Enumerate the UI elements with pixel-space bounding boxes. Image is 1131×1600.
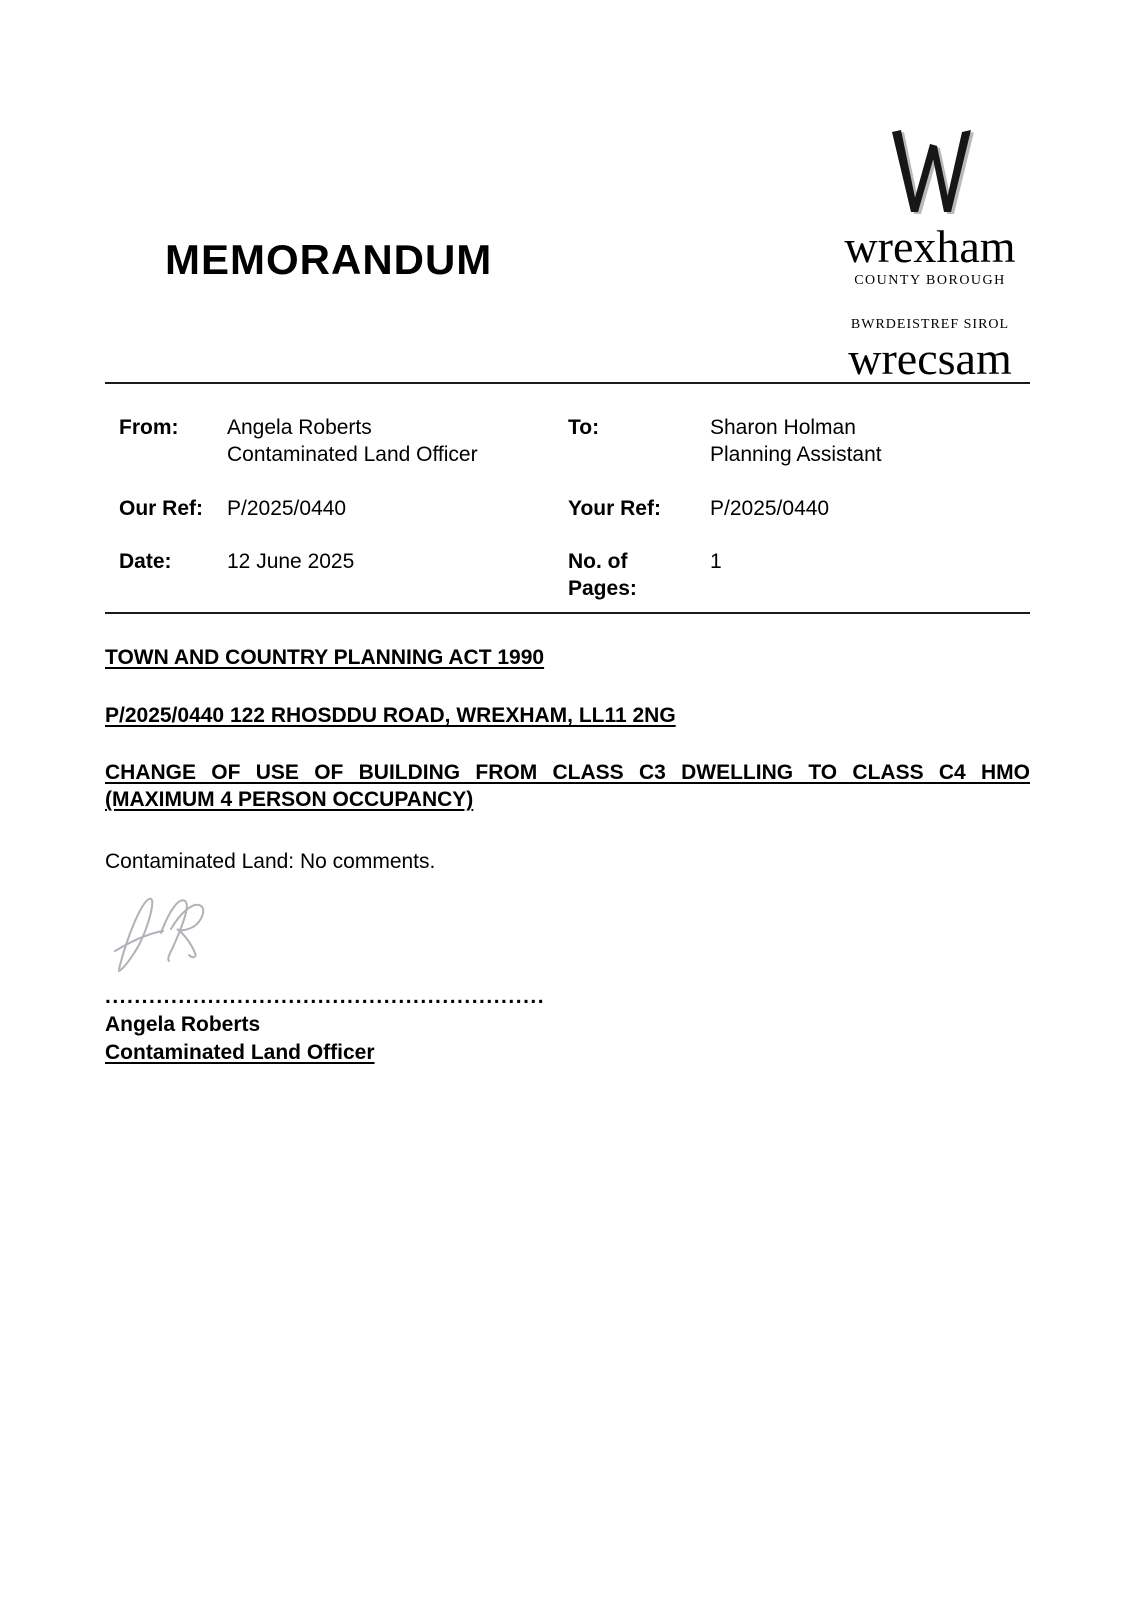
our-ref-value: P/2025/0440	[227, 496, 347, 520]
your-ref-value: P/2025/0440	[710, 496, 830, 520]
divider-bottom	[105, 612, 1030, 614]
to-value	[710, 414, 1030, 469]
logo-wrecsam-text: wrecsam	[848, 333, 1012, 384]
pages-value: 1	[710, 549, 722, 573]
signature-name: Angela Roberts	[105, 1013, 261, 1037]
memo-header	[105, 0, 1030, 382]
heading-planning-act: TOWN AND COUNTRY PLANNING ACT 1990	[105, 646, 545, 670]
to-name: Sharon Holman	[710, 416, 856, 439]
heading-change-of-use-line2: (MAXIMUM 4 PERSON OCCUPANCY)	[105, 788, 474, 812]
signature-block	[105, 889, 1030, 1066]
signature-dotted-line: ............................................................	[105, 985, 546, 1009]
signature-image	[111, 889, 241, 977]
logo-county-borough-text: COUNTY BOROUGH	[854, 273, 1006, 288]
your-ref-label: Your Ref:	[568, 496, 661, 520]
logo-bwrdeistref-sirol-text: BWRDEISTREF SIROL	[850, 317, 1010, 332]
heading-application-ref: P/2025/0440 122 RHOSDDU ROAD, WREXHAM, LL11 2NG	[105, 703, 676, 727]
pages-label: No. of Pages:	[568, 549, 637, 601]
logo-wrexham-text: wrexham	[844, 221, 1016, 272]
memo-title: MEMORANDUM	[165, 236, 493, 283]
heading-change-of-use	[105, 759, 1030, 814]
from-value	[227, 414, 568, 469]
wrexham-logo	[830, 128, 1030, 382]
body-text: Contaminated Land: No comments.	[105, 849, 436, 873]
from-label: From:	[119, 416, 179, 439]
signature-role: Contaminated Land Officer	[105, 1040, 375, 1064]
to-role: Planning Assistant	[710, 443, 882, 467]
memo-content	[105, 644, 1030, 1065]
heading-change-of-use-line1: CHANGE OF USE OF BUILDING FROM CLASS C3 DWELLING TO CLASS C4 HMO	[105, 761, 1030, 785]
from-name: Angela Roberts	[227, 416, 372, 439]
our-ref-label: Our Ref:	[119, 496, 203, 520]
to-label: To:	[568, 416, 600, 439]
from-role: Contaminated Land Officer	[227, 443, 478, 467]
wrexham-w-icon	[880, 128, 980, 214]
memo-meta	[105, 384, 1030, 612]
date-label: Date:	[119, 549, 172, 573]
date-value: 12 June 2025	[227, 549, 355, 573]
